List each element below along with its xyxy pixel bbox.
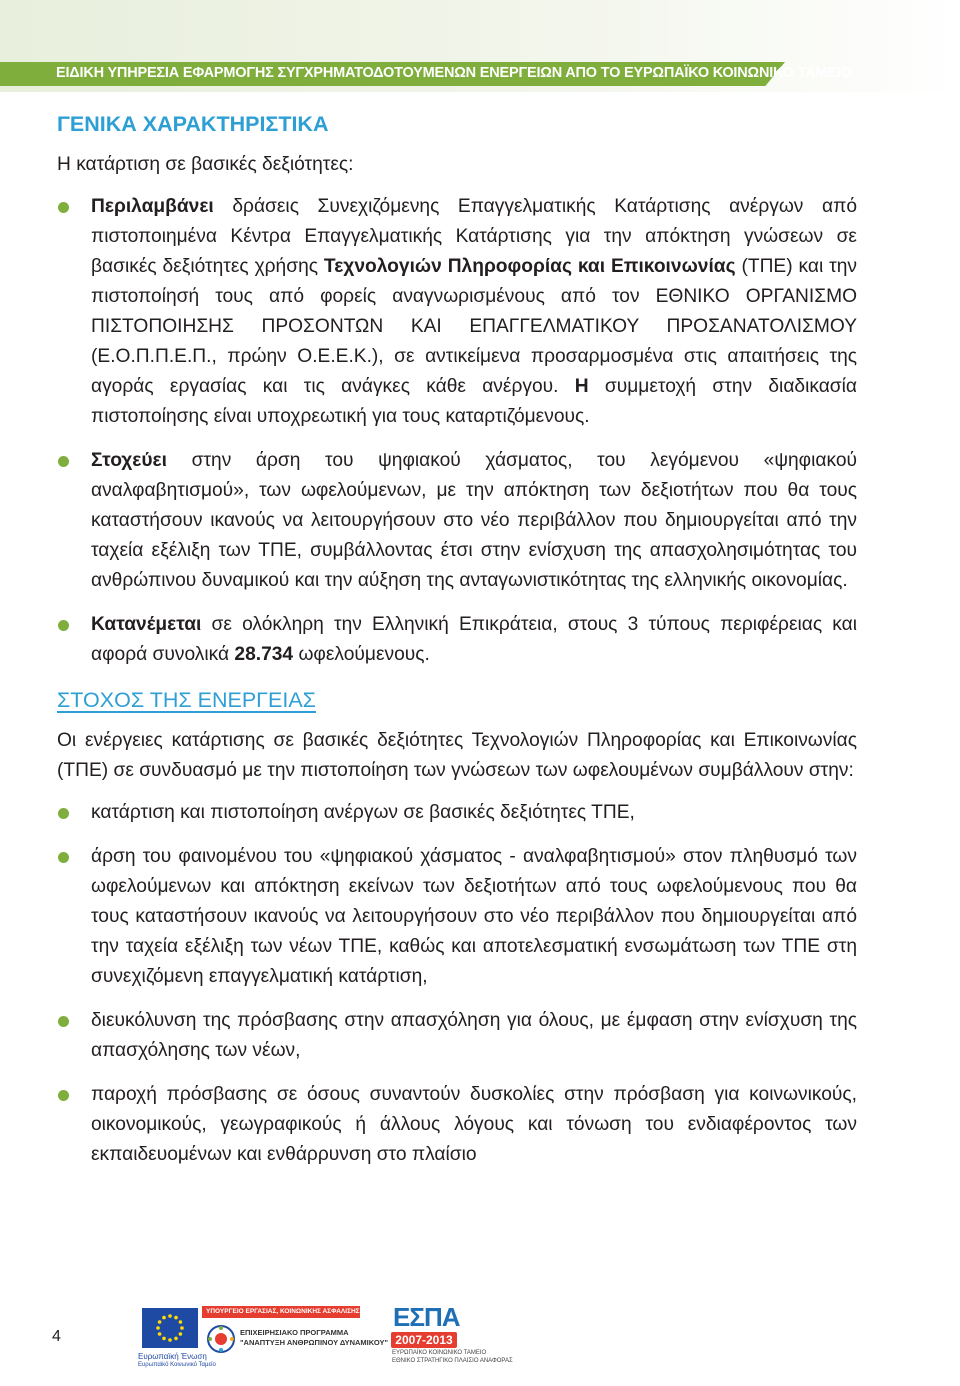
espa-subtitle: ΕΥΡΩΠΑΪΚΟ ΚΟΙΝΩΝΙΚΟ ΤΑΜΕΙΟ — [392, 1350, 487, 1356]
section-intro: Η κατάρτιση σε βασικές δεξιότητες: — [57, 154, 354, 175]
page-number: 4 — [52, 1328, 61, 1345]
programme-line: ΕΠΙΧΕΙΡΗΣΙΑΚΟ ΠΡΟΓΡΑΜΜΑ — [240, 1328, 349, 1337]
section-heading-goal: ΣΤΟΧΟΣ ΤΗΣ ΕΝΕΡΓΕΙΑΣ — [57, 688, 316, 712]
bullet-icon — [58, 456, 69, 467]
bullet-icon — [58, 1090, 69, 1101]
bold-term: Περιλαμβάνει — [91, 196, 214, 217]
ministry-label: ΥΠΟΥΡΓΕΙΟ ΕΡΓΑΣΙΑΣ, ΚΟΙΝΩΝΙΚΗΣ ΑΣΦΑΛΙΣΗΣ ΚΑΙ ΠΡΟΝΟΙΑΣ — [202, 1306, 360, 1318]
eu-caption-fund: Ευρωπαϊκό Κοινωνικό Ταμείο — [138, 1362, 216, 1368]
text-run: σε ολόκληρη την Ελληνική Επικράτεια, στους 3 τύπους περιφέρειας και αφορά συνολικά — [91, 614, 857, 665]
bold-term: Η — [574, 376, 589, 397]
eu-caption: Ευρωπαϊκή Ένωση — [138, 1352, 207, 1361]
list-item — [57, 446, 857, 596]
bold-term: 28.734 — [234, 644, 294, 665]
list-item-text: κατάρτιση και πιστοποίηση ανέργων σε βασικές δεξιότητες ΤΠΕ, — [91, 802, 635, 823]
general-features-list — [57, 192, 857, 670]
goal-intro: Οι ενέργειες κατάρτισης σε βασικές δεξιότητες Τεχνολογιών Πληροφορίας και Επικοινωνίας (ΤΠΕ) σε συνδυασμό με την πιστοποίηση των γνώσεων των ωφελουμένων συμβάλλουν στην: — [57, 730, 857, 781]
list-item-text — [91, 192, 857, 432]
bullet-icon — [58, 808, 69, 819]
list-item — [57, 1080, 857, 1170]
list-item-text: διευκόλυνση της πρόσβασης στην απασχόληση για όλους, με έμφαση στην ενίσχυση της απασχόλησης των νέων, — [91, 1010, 857, 1061]
espa-years: 2007-2013 — [391, 1332, 457, 1348]
bold-term: Στοχεύει — [91, 450, 167, 471]
list-item-text — [91, 446, 857, 596]
bullet-icon — [58, 1016, 69, 1027]
bold-term: Κατανέμεται — [91, 614, 202, 635]
section-heading-general: ΓΕΝΙΚΑ ΧΑΡΑΚΤΗΡΙΣΤΙΚΑ — [57, 112, 329, 136]
goal-list — [57, 798, 857, 1170]
list-item — [57, 798, 857, 828]
bullet-icon — [58, 620, 69, 631]
list-item-text: παροχή πρόσβασης σε όσους συναντούν δυσκολίες στην πρόσβαση για κοινωνικούς, οικονομικούς, γεωγραφικούς ή άλλους λόγους και τόνωση του ενδιαφέροντος των εκπαιδευομένων και ενθάρρυνση στο πλαίσιο — [91, 1084, 857, 1165]
programme-line: "ΑΝΑΠΤΥΞΗ ΑΝΘΡΩΠΙΝΟΥ ΔΥΝΑΜΙΚΟΥ" — [240, 1338, 389, 1347]
bullet-icon — [58, 852, 69, 863]
bullet-icon — [58, 202, 69, 213]
espa-subtitle: ΕΘΝΙΚΟ ΣΤΡΑΤΗΓΙΚΟ ΠΛΑΙΣΙΟ ΑΝΑΦΟΡΑΣ — [392, 1358, 513, 1364]
text-run: συμμετοχή στην διαδικασία πιστοποίησης είναι υποχρεωτική για τους καταρτιζόμενους. — [91, 376, 858, 427]
text-run: στην άρση του ψηφιακού χάσματος, του λεγόμενου «ψηφιακού αναλφαβητισμού», των ωφελούμενων, με την απόκτηση των δεξιοτήτων που θα τους καταστήσουν ικανούς να λειτουργήσουν στο νέο περιβάλλον που δημιουργείται από την ταχεία εξέλιξη των ΤΠΕ, συμβάλλοντας έτσι στην ενίσχυση της απασχολησιμότητας του ανθρώπινου δυναμικού και την αύξηση της ανταγωνιστικότητας της ελληνικής οικονομίας. — [91, 450, 857, 591]
header-title: ΕΙΔΙΚΗ ΥΠΗΡΕΣΙΑ ΕΦΑΡΜΟΓΗΣ ΣΥΓΧΡΗΜΑΤΟΔΟΤΟΥΜΕΝΩΝ ΕΝΕΡΓΕΙΩΝ ΑΠΟ ΤΟ ΕΥΡΩΠΑΪΚΟ ΚΟΙΝΩΝΙΚΟ ΤΑΜΕΙΟ — [56, 65, 852, 81]
programme-label — [240, 1328, 388, 1348]
footer — [0, 1300, 960, 1386]
text-run: δράσεις Συνεχιζόμενης Επαγγελματικής Κατάρτισης ανέργων από πιστοποιημένα Κέντρα Επαγγελματικής Κατάρτισης για την απόκτηση γνώσεων σε βασικές δεξιότητες χρήσης — [91, 196, 857, 277]
bold-term: Τεχνολογιών Πληροφορίας και Επικοινωνίας — [323, 256, 736, 277]
eu-stars-icon — [142, 1308, 198, 1348]
eu-flag-logo — [142, 1308, 198, 1348]
text-run: ωφελούμενους. — [293, 644, 430, 665]
list-item — [57, 610, 857, 670]
espa-logo: ΕΣΠΑ — [393, 1302, 460, 1332]
list-item — [57, 1006, 857, 1066]
main-content — [57, 108, 857, 1184]
list-item-text — [91, 610, 857, 670]
text-run: (ΤΠΕ) και την πιστοποίησή τους από φορείς αναγνωρισμένους από τον ΕΘΝΙΚΟ ΟΡΓΑΝΙΣΜΟ ΠΙΣΤΟΠΟΙΗΣΗΣ ΠΡΟΣΟΝΤΩΝ ΚΑΙ ΕΠΑΓΓΕΛΜΑΤΙΚΟΥ ΠΡΟΣΑΝΑΤΟΛΙΣΜΟΥ (Ε.Ο.Π.Π.Ε.Π., πρώην Ο.Ε.Ε.Κ.), σε αντικείμενα προσαρμοσμένα στις απαιτήσεις της αγοράς εργασίας και τις ανάγκες κάθε ανέργου. — [91, 256, 857, 397]
list-item — [57, 842, 857, 992]
list-item-text: άρση του φαινομένου του «ψηφιακού χάσματος - αναλφαβητισμού» στον πληθυσμό των ωφελούμενων και απόκτηση εκείνων των δεξιοτήτων από τους ωφελούμενους που θα τους καταστήσουν ικανούς να λειτουργήσουν στο νέο περιβάλλον που δημιουργείται από την ταχεία εξέλιξη των νέων ΤΠΕ, καθώς και αποτελεσματική ενσωμάτωση των ΤΠΕ στη συνεχιζόμενη επαγγελματική κατάρτιση, — [91, 846, 857, 987]
programme-logo-icon — [206, 1324, 236, 1354]
list-item — [57, 192, 857, 432]
